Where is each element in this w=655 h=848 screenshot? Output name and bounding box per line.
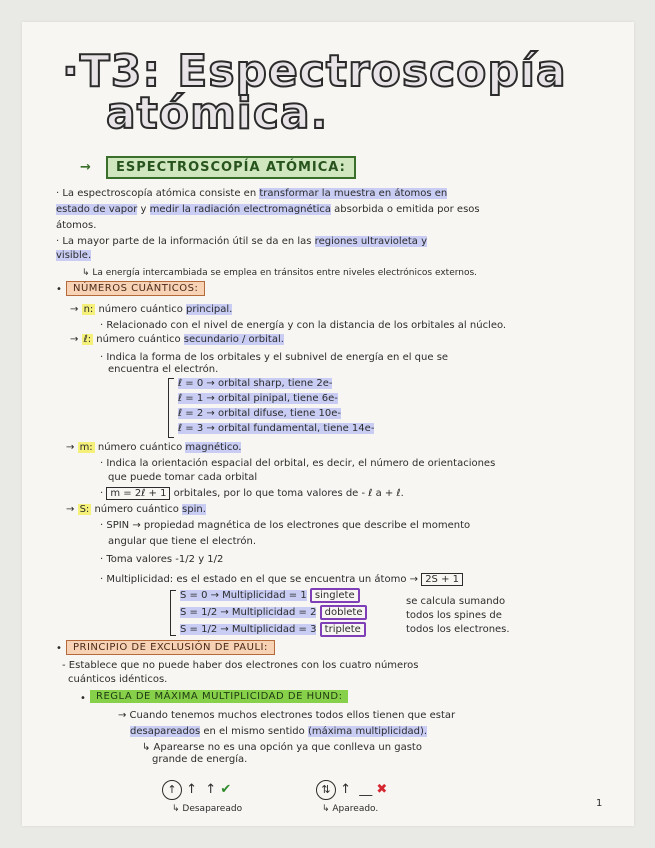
l-row-2: ℓ = 2 → orbital difuse, tiene 10e- bbox=[178, 408, 342, 419]
hund-line-1: → Cuando tenemos muchos electrones todos ellos tienen que estar bbox=[118, 710, 456, 721]
check-icon: ✔ bbox=[220, 782, 232, 797]
l-row-1: ℓ = 1 → orbital pinipal, tiene 6e- bbox=[178, 393, 338, 404]
mult-row-1: S = 1/2 → Multiplicidad = 2 doblete bbox=[180, 607, 367, 618]
s-sub-4: · Multiplicidad: es el estado en el que se encuentra un átomo → 2S + 1 bbox=[100, 574, 463, 585]
hund-line-3: ↳ Aparearse no es una opción ya que conlleva un gasto bbox=[142, 742, 422, 753]
m-formula-box: m = 2ℓ + 1 bbox=[106, 487, 170, 500]
mult-row-2: S = 1/2 → Multiplicidad = 3 triplete bbox=[180, 624, 366, 635]
n-sub: · Relacionado con el nivel de energía y con la distancia de los orbitales al núcleo. bbox=[100, 320, 507, 331]
mult-note-2: todos los spines de bbox=[406, 610, 502, 621]
bullet-icon: • bbox=[56, 643, 62, 654]
m-sub-3: · m = 2ℓ + 1 orbitales, por lo que toma valores de - ℓ a + ℓ. bbox=[100, 488, 404, 499]
arrow-right-icon: → bbox=[80, 160, 91, 175]
section-heading-pauli: PRINCIPIO DE EXCLUSIÓN DE PAULI: bbox=[66, 640, 275, 655]
notes-page bbox=[22, 22, 634, 826]
hund-line-2: desapareados en el mismo sentido (máxima multiplicidad). bbox=[130, 726, 428, 737]
l-sub-2: encuentra el electrón. bbox=[108, 364, 219, 375]
cross-icon: ✖ bbox=[376, 782, 388, 797]
intro-line-4: · La mayor parte de la información útil se da en las regiones ultravioleta y bbox=[56, 236, 428, 247]
n-line: → n: número cuántico principal. bbox=[70, 304, 233, 315]
mult-note-1: se calcula sumando bbox=[406, 596, 506, 607]
arrow-up-down-icon: ⇅ bbox=[316, 780, 336, 800]
s-formula-box: 2S + 1 bbox=[421, 573, 463, 586]
l-row-3: ℓ = 3 → orbital fundamental, tiene 14e- bbox=[178, 423, 375, 434]
m-sub-1: · Indica la orientación espacial del orbital, es decir, el número de orientaciones bbox=[100, 458, 496, 469]
hund-line-4: grande de energía. bbox=[152, 754, 248, 765]
label-paired: ↳ Apareado. bbox=[322, 804, 379, 814]
intro-line-3: átomos. bbox=[56, 220, 97, 231]
s-line: → S: número cuántico spin. bbox=[66, 504, 206, 515]
section-heading-hund: REGLA DE MÁXIMA MULTIPLICIDAD DE HUND: bbox=[90, 690, 348, 703]
m-sub-2: que puede tomar cada orbital bbox=[108, 472, 258, 483]
bullet-icon: • bbox=[80, 693, 86, 704]
m-line: → m: número cuántico magnético. bbox=[66, 442, 242, 453]
s-sub-3: · Toma valores -1/2 y 1/2 bbox=[100, 554, 224, 565]
orbital-diagram-paired: ⇅ ↑ __ ✖ bbox=[316, 780, 387, 800]
intro-line-2: estado de vapor y medir la radiación electromagnética absorbida o emitida por esos bbox=[56, 204, 480, 215]
page-title: ·T3: Espectroscopía bbox=[62, 46, 567, 97]
l-line: → ℓ: número cuántico secundario / orbital. bbox=[70, 334, 284, 345]
pauli-line-2: cuánticos idénticos. bbox=[68, 674, 168, 685]
l-row-0: ℓ = 0 → orbital sharp, tiene 2e- bbox=[178, 378, 333, 389]
section-heading-numeros: NÚMEROS CUÁNTICOS: bbox=[66, 281, 205, 296]
label-unpaired: ↳ Desapareado bbox=[172, 804, 243, 814]
orbital-diagram-unpaired: ↑ ↑ ↑ ✔ bbox=[162, 780, 231, 800]
bracket bbox=[168, 378, 174, 438]
s-sub-1: · SPIN → propiedad magnética de los electrones que describe el momento bbox=[100, 520, 471, 531]
bullet-icon: • bbox=[56, 284, 62, 295]
mult-note-3: todos los electrones. bbox=[406, 624, 510, 635]
intro-line-6: ↳ La energía intercambiada se emplea en tránsitos entre niveles electrónicos externos. bbox=[82, 268, 478, 278]
mult-row-0: S = 0 → Multiplicidad = 1 singlete bbox=[180, 590, 360, 601]
intro-line-5: visible. bbox=[56, 250, 92, 261]
section-heading-main: ESPECTROSCOPÍA ATÓMICA: bbox=[106, 156, 356, 179]
page-title-line2: atómica. bbox=[106, 88, 329, 139]
pauli-line-1: - Establece que no puede haber dos electrones con los cuatro números bbox=[62, 660, 419, 671]
arrow-up-icon: ↑ bbox=[162, 780, 182, 800]
page-number: 1 bbox=[596, 798, 603, 809]
intro-line-1: · La espectroscopía atómica consiste en transformar la muestra en átomos en bbox=[56, 188, 448, 199]
l-sub-1: · Indica la forma de los orbitales y el subnivel de energía en el que se bbox=[100, 352, 449, 363]
bracket bbox=[170, 590, 176, 636]
s-sub-2: angular que tiene el electrón. bbox=[108, 536, 257, 547]
